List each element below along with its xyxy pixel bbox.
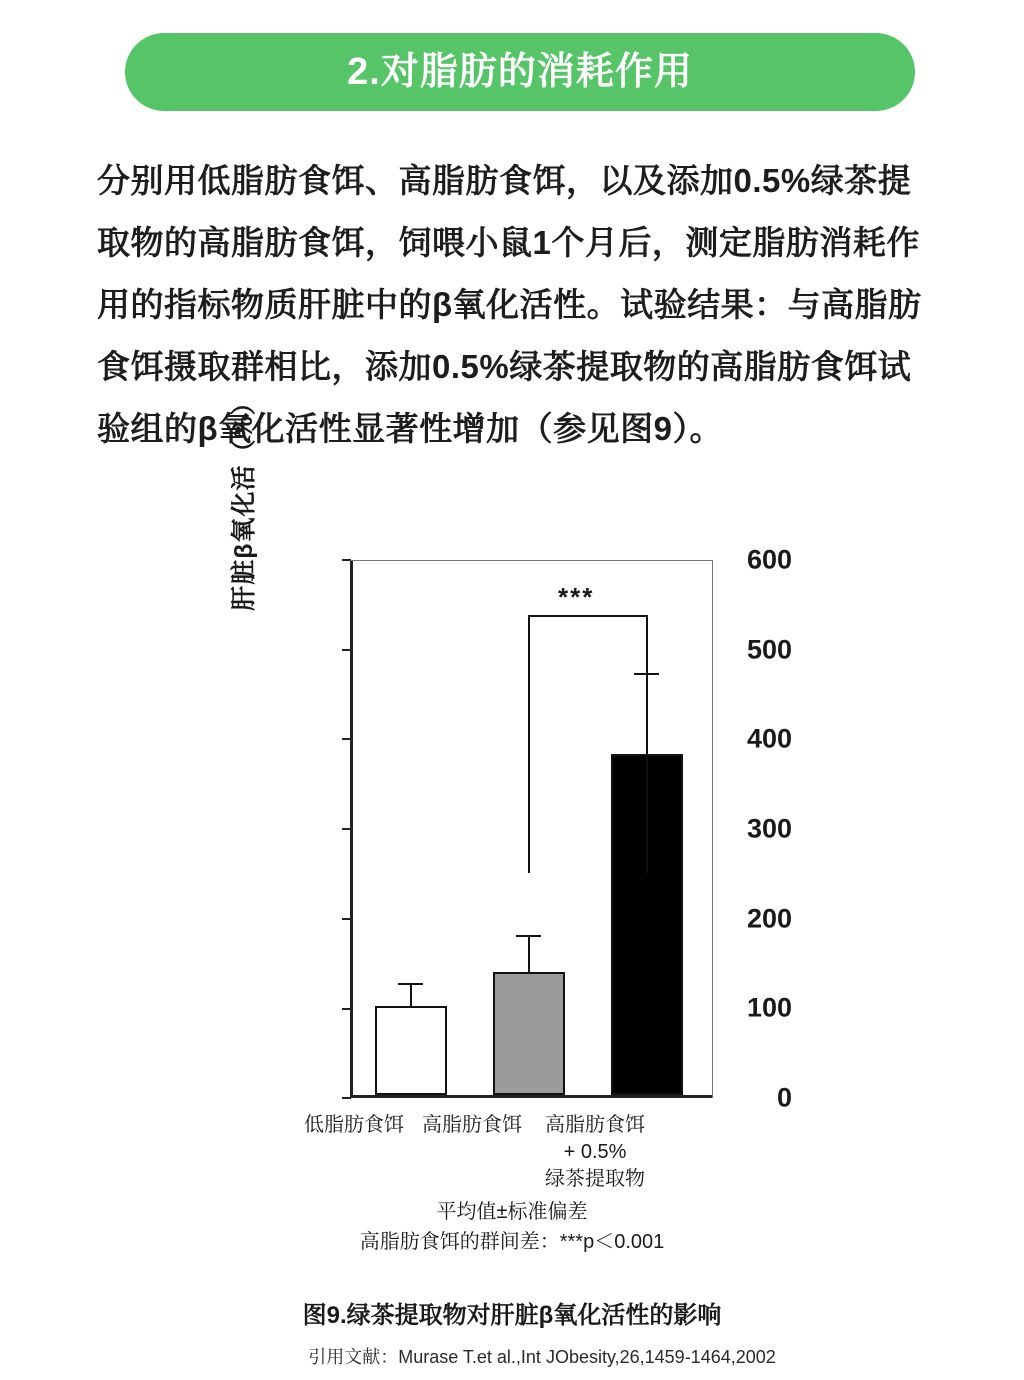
section-header-banner: [125, 33, 915, 111]
significance-stars: ***: [558, 582, 595, 612]
y-tick-label: 300: [746, 813, 792, 844]
chart-note-significance: 高脂肪食饵的群间差：***p＜0.001: [359, 1231, 665, 1253]
y-axis-label: 肝脏β氧化活（%）: [230, 389, 258, 611]
body-paragraph: 分别用低脂肪食饵、高脂肪食饵，以及添加0.5%绿茶提取物的高脂肪食饵，饲喂小鼠1个月后，测定脂肪消耗作用的指标物质肝脏中的β氧化活性。试验结果：与高脂肪食饵摄取群相比，添加0.5%绿茶提取物的高脂肪食饵试验组的β氧化活性显著性增加（参见图9）。: [97, 162, 922, 447]
y-tick-label: 100: [746, 992, 792, 1023]
y-tick-label: 500: [746, 634, 792, 665]
chart-note-mean-sd: 平均值±标准偏差: [436, 1201, 588, 1223]
x-category-label-3-line2: + 0.5%: [563, 1141, 627, 1163]
x-category-label-1: 低脂肪食饵: [304, 1114, 404, 1136]
bar-low-fat-diet: [375, 1006, 447, 1095]
plot-area: [350, 560, 713, 1098]
x-category-label-3-line1: 高脂肪食饵: [545, 1114, 645, 1136]
x-category-label-2: 高脂肪食饵: [422, 1114, 522, 1136]
y-tick-label: 400: [746, 723, 792, 754]
bar-high-fat-diet: [493, 972, 565, 1095]
y-tick-label: 0: [776, 1082, 792, 1113]
error-bar-high-fat-diet: [528, 936, 530, 972]
error-cap-low-fat-diet: [398, 983, 423, 985]
x-category-label-3: [531, 1112, 659, 1193]
y-tick-label: 600: [746, 544, 792, 575]
x-category-label-3-line3: 绿茶提取物: [545, 1168, 645, 1190]
page-title: 2.对脂肪的消耗作用: [347, 51, 693, 93]
error-cap-high-fat-diet: [516, 935, 541, 937]
y-tick-label: 200: [746, 903, 792, 934]
figure-9-chart: [230, 389, 792, 1300]
significance-bracket: [528, 615, 648, 873]
figure-reference: 引用文献：Murase T.et al.,Int JObesity,26,1459-1464,2002: [308, 1347, 776, 1367]
error-bar-low-fat-diet: [410, 984, 412, 1006]
figure-caption: 图9.绿茶提取物对肝脏β氧化活性的影响: [302, 1302, 722, 1329]
